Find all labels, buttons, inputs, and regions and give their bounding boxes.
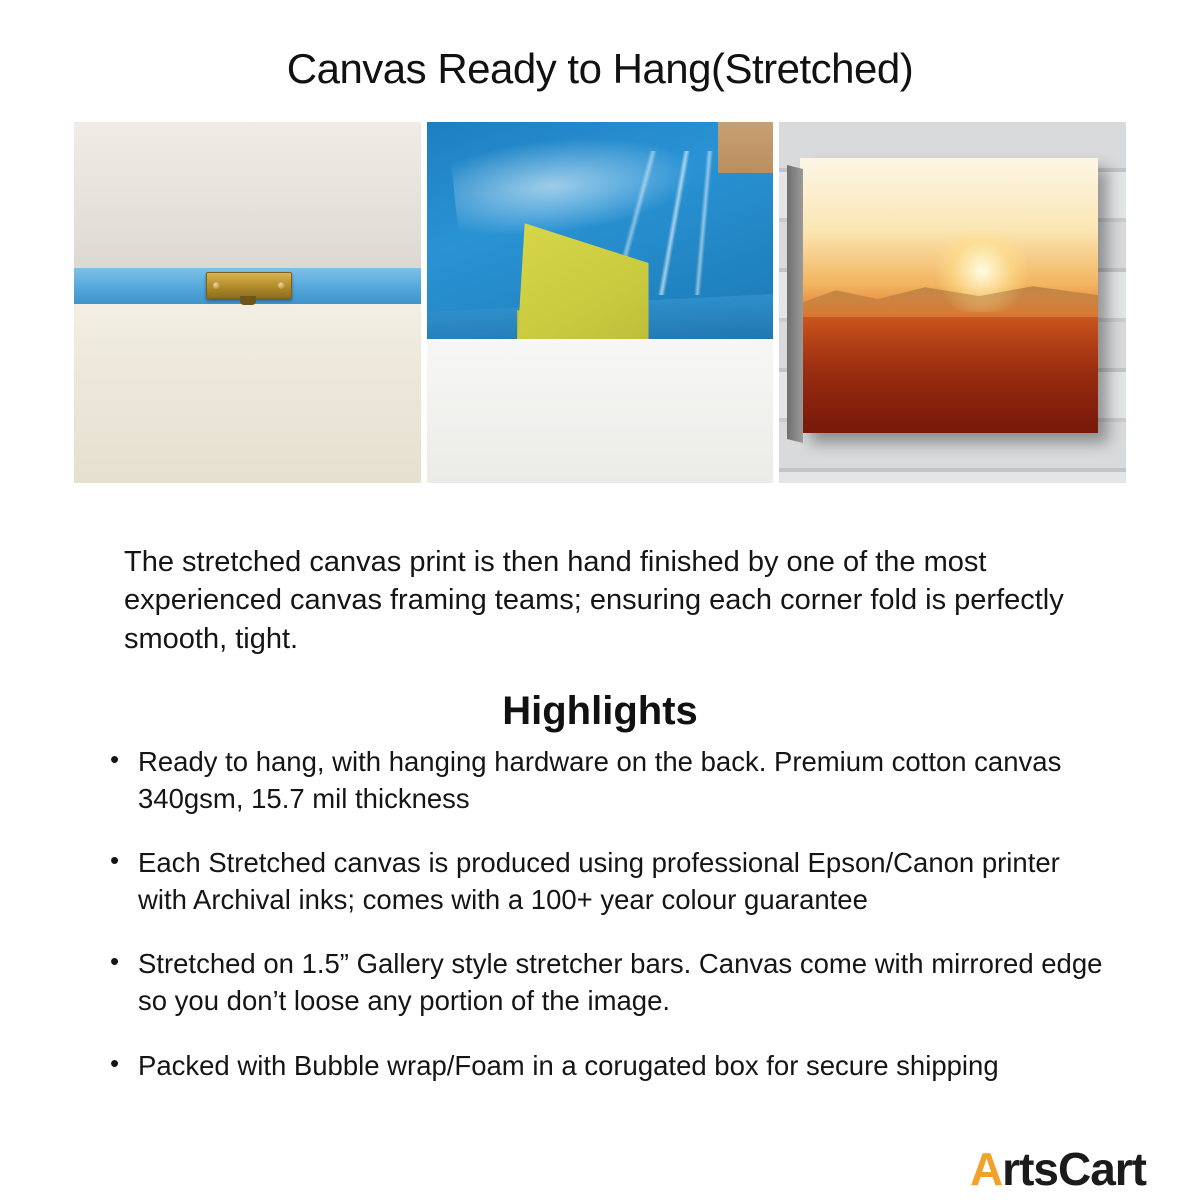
page-title: Canvas Ready to Hang(Stretched) [286,45,914,93]
hanging-hardware-icon [206,272,293,299]
brand-logo [970,1142,1146,1196]
photo3-town [800,317,1098,432]
list-item: • Ready to hang, with hanging hardware on the back. Premium cotton canvas 340gsm, 15.7 mil thickness [104,744,1114,817]
list-item: • Packed with Bubble wrap/Foam in a corugated box for secure shipping [104,1048,1114,1085]
photo1-canvas-back [74,304,421,483]
photo2-tan-corner [718,122,773,173]
photo2-white-surface [427,339,774,483]
photo3-canvas-depth-edge [787,165,803,443]
highlights-list [104,744,1114,1112]
description-paragraph: The stretched canvas print is then hand finished by one of the most experienced canvas framing teams; ensuring each corner fold is perfectly smooth, tight. [124,546,1064,655]
logo-accent-letter: A [969,1143,1003,1196]
photo-hanging-canvas-sunset [779,122,1126,483]
image-gallery-strip [74,122,1126,483]
photo3-printed-artwork [800,158,1098,432]
list-item: • Stretched on 1.5” Gallery style stretcher bars. Canvas come with mirrored edge so you don’t loose any portion of the image. [104,946,1114,1019]
photo1-wall [74,122,421,274]
list-item: • Each Stretched canvas is produced using professional Epson/Canon printer with Archival inks; comes with a 100+ year colour guarantee [104,845,1114,918]
product-info-page [0,28,1200,1200]
hanging-hardware-notch [240,296,256,305]
logo-text: rtsCart [1002,1143,1146,1196]
photo-canvas-back-hardware [74,122,421,483]
highlights-heading: Highlights [502,689,698,734]
photo-corner-fold-detail [427,122,774,483]
